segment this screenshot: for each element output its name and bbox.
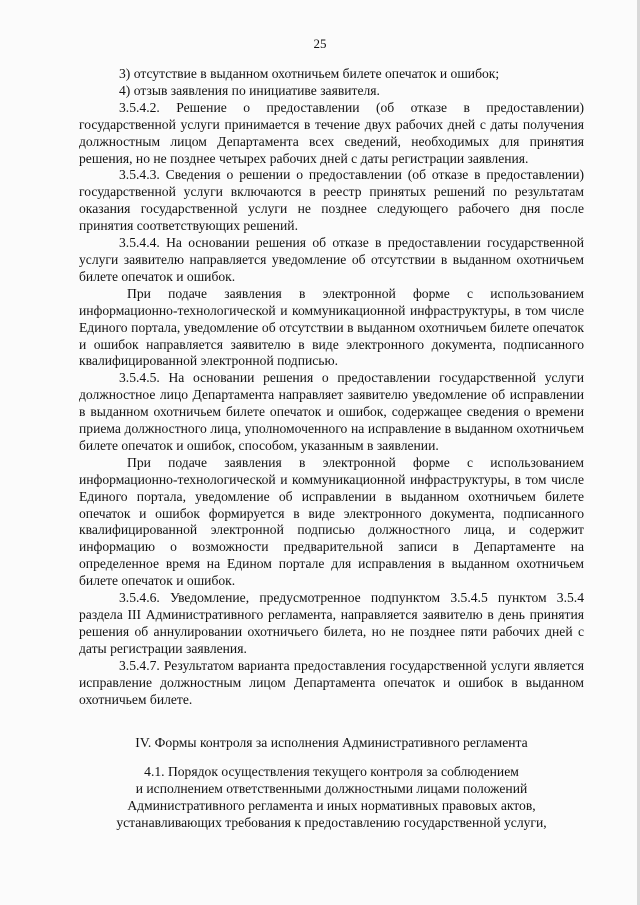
paragraph-3-5-4-6: 3.5.4.6. Уведомление, предусмотренное подпунктом 3.5.4.5 пунктом 3.5.4 раздела III Административного регламента, направляется заявителю в день принятия решения об аннулировании охотничьего билета, но не позднее пяти рабочих дней с даты регистрации заявления. xyxy=(79,590,584,656)
paragraph-3-5-4-2: 3.5.4.2. Решение о предоставлении (об отказе в предоставлении) государственной услуги принимается в течение двух рабочих дней с даты получения должностным лицом Департамента всех сведений, необходимых для принятия решения, но не позднее четырех рабочих дней с даты регистрации заявления. xyxy=(79,99,584,166)
subsection-line: и исполнением ответственными должностными лицами положений xyxy=(135,780,528,796)
subsection-4-1-heading xyxy=(79,764,584,832)
paragraph-3-5-4-4: 3.5.4.4. На основании решения об отказе в предоставлении государственной услуги заявителю направляется уведомление об отсутствии в выданном охотничьем билете опечаток и ошибок. xyxy=(79,235,584,284)
document-body xyxy=(79,66,584,708)
subsection-line: устанавливающих требования к предоставлению государственной услуги, xyxy=(116,814,547,830)
subsection-line: 4.1. Порядок осуществления текущего контроля за соблюдением xyxy=(144,764,519,779)
subsection-line: Административного регламента и иных нормативных правовых актов, xyxy=(127,797,536,813)
paragraph-3-5-4-5: 3.5.4.5. На основании решения о предоставлении государственной услуги должностное лицо Департамента направляет заявителю уведомление об исправлении в выданном охотничьем билете опечаток и ошибок, содержащее сведения о времени приема должностного лица, уполномоченного на исправление в выданном охотничьем билете опечаток и ошибок, способом, указанным в заявлении. xyxy=(79,370,584,453)
paragraph-3-5-4-3: 3.5.4.3. Сведения о решении о предоставлении (об отказе в предоставлении) государственной услуги включаются в реестр принятых решений по результатам оказания государственной услуги не позднее следующего рабочего дня после принятия соответствующих решений. xyxy=(79,167,584,234)
paragraph-electronic-refusal: При подаче заявления в электронной форме с использованием информационно-технологической и коммуникационной инфраструктуры, в том числе Единого портала, уведомление об отсутствии в выданном охотничьем билете опечаток и ошибок направляется заявителю в виде электронного документа, подписанного квалифицированной электронной подписью. xyxy=(79,285,584,369)
list-item-3: 3) отсутствие в выданном охотничьем билете опечаток и ошибок; xyxy=(119,66,500,81)
page-number: 25 xyxy=(313,36,327,51)
paragraph-3-5-4-7: 3.5.4.7. Результатом варианта предоставления государственной услуги является исправление должностным лицом Департамента опечаток и ошибок в выданном охотничьем билете. xyxy=(79,657,584,707)
list-item-4: 4) отзыв заявления по инициативе заявителя. xyxy=(119,82,380,98)
section-title: IV. Формы контроля за исполнения Административного регламента xyxy=(135,735,528,750)
paragraph-electronic-correction: При подаче заявления в электронной форме с использованием информационно-технологической и коммуникационной инфраструктуры, в том числе Единого портала, уведомление об исправлении в выданном охотничьем билете опечаток и ошибок формируется в виде электронного документа, подписанного квалифицированной электронной подписью должностного лица, и содержит информацию о возможности предварительной записи в Департаменте на определенное время на Едином портале для исправления в выданном охотничьем билете опечаток и ошибок. xyxy=(79,454,584,589)
